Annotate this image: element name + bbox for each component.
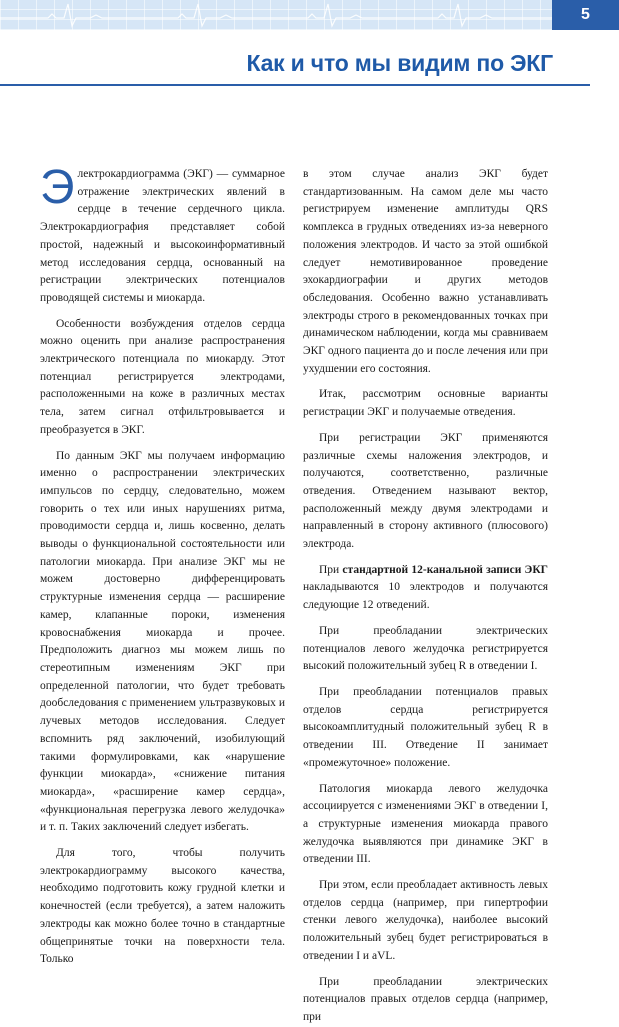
bold-term: стандартной 12-канальной записи ЭКГ — [342, 563, 548, 576]
title-underline — [0, 84, 590, 86]
paragraph: По данным ЭКГ мы получаем информацию именно о распространении электрических импульсов по сердцу, следовательно, можем говорить о тех или иных нарушениях ритма, проводимости сердца и, лишь косвенно, делать выводы о функциональной состоятельности или патологии миокарда. При анализе ЭКГ мы не можем достоверно дифференцировать структурные изменения сердца — расширение камер, клапанные пороки, изменения кровоснабжения миокарда и прочее. Предположить диагноз мы можем лишь по стереотипным изменениям ЭКГ при определенной патологии, что будет требовать дообследования с применением ультразвуковых и лучевых методов исследования. Следует вспомнить ряд заключений, изобилующий такими формулировками, как «нарушение функции миокарда», «снижение питания миокарда», «расширение камер сердца», «функциональная перегрузка левого желудочка» и т. п. Таких заключений следует избегать. — [40, 449, 285, 834]
page-number: 5 — [552, 0, 619, 30]
paragraph: Особенности возбуждения отделов сердца можно оценить при анализе распространения электрического потенциала по миокарду. Этот потенциал регистрируется электродами, расположенными на коже в различных местах тела, затем сигнал отфильтровывается и преобразуется в ЭКГ. — [40, 317, 285, 436]
text-columns — [40, 161, 548, 1023]
paragraph — [303, 562, 548, 615]
paragraph: При регистрации ЭКГ применяются различные схемы наложения электродов, и получаются, соответственно, различные отведения. Отведением называют вектор, расположенный между двумя электродами и направленный в сторону активного (плюсового) электрода. — [303, 431, 548, 551]
paragraph: Электрокардиограмма (ЭКГ) — суммарное отражение электрических явлений в сердце в течение сердечного цикла. Электрокардиография представляет собой простой, надежный и высокоинформативный метод исследования сердца, основанный на регистрации электрических потенциалов проводящей системы и миокарда. — [40, 161, 285, 304]
header-band — [0, 0, 552, 30]
paragraph: При преобладании электрических потенциалов правых отделов сердца (например, при — [303, 975, 548, 1023]
paragraph: Патология миокарда левого желудочка ассоциируется с изменениями ЭКГ в отведении I, а структурные изменения миокарда правого желудочка выявляются при динамике ЭКГ в отведении III. — [303, 782, 548, 866]
text-run: При — [319, 563, 343, 576]
paragraph: Для того, чтобы получить электрокардиограмму высокого качества, необходимо подготовить кожу грудной клетки и конечностей (если требуется), а затем наложить электроды как можно более точно в стандартные общепринятые точки на поверхности тела. Только — [40, 847, 285, 966]
paragraph: При этом, если преобладает активность левых отделов сердца (например, при гипертрофии стенки левого желудочка), наиболее высокий положительный зубец будет регистрироваться в отведении I и aVL. — [303, 879, 548, 962]
paragraph: При преобладании электрических потенциалов левого желудочка регистрируется высокий положительный зубец R в отведении I. — [303, 624, 548, 673]
left-column — [40, 161, 285, 966]
right-column — [303, 166, 548, 1023]
paragraph: Итак, рассмотрим основные варианты регистрации ЭКГ и получаемые отведения. — [303, 388, 548, 419]
paragraph: При преобладании потенциалов правых отделов сердца регистрируется высокоамплитудный положительный зубец R в отведении III. Отведение II занимает «промежуточное» положение. — [303, 685, 548, 769]
text-run: накладываются 10 электродов и получаются следующие 12 отведений. — [303, 581, 548, 612]
paragraph: в этом случае анализ ЭКГ будет стандартизованным. На самом деле мы часто регистрируем изменение амплитуды QRS комплекса в грудных отведениях из-за неверного положения электродов. И часто за этой ошибкой следует немотивированное проведение эхокардиографии и других методов обследования. Особенно важно устанавливать электроды строго в рекомендованных точках при динамическом наблюдении, когда мы сравниваем ЭКГ одного пациента до и после лечения или при ухудшении его состояния. — [303, 168, 548, 375]
chapter-title: Как и что мы видим по ЭКГ — [246, 50, 553, 76]
ecg-wave-decoration — [0, 0, 552, 30]
